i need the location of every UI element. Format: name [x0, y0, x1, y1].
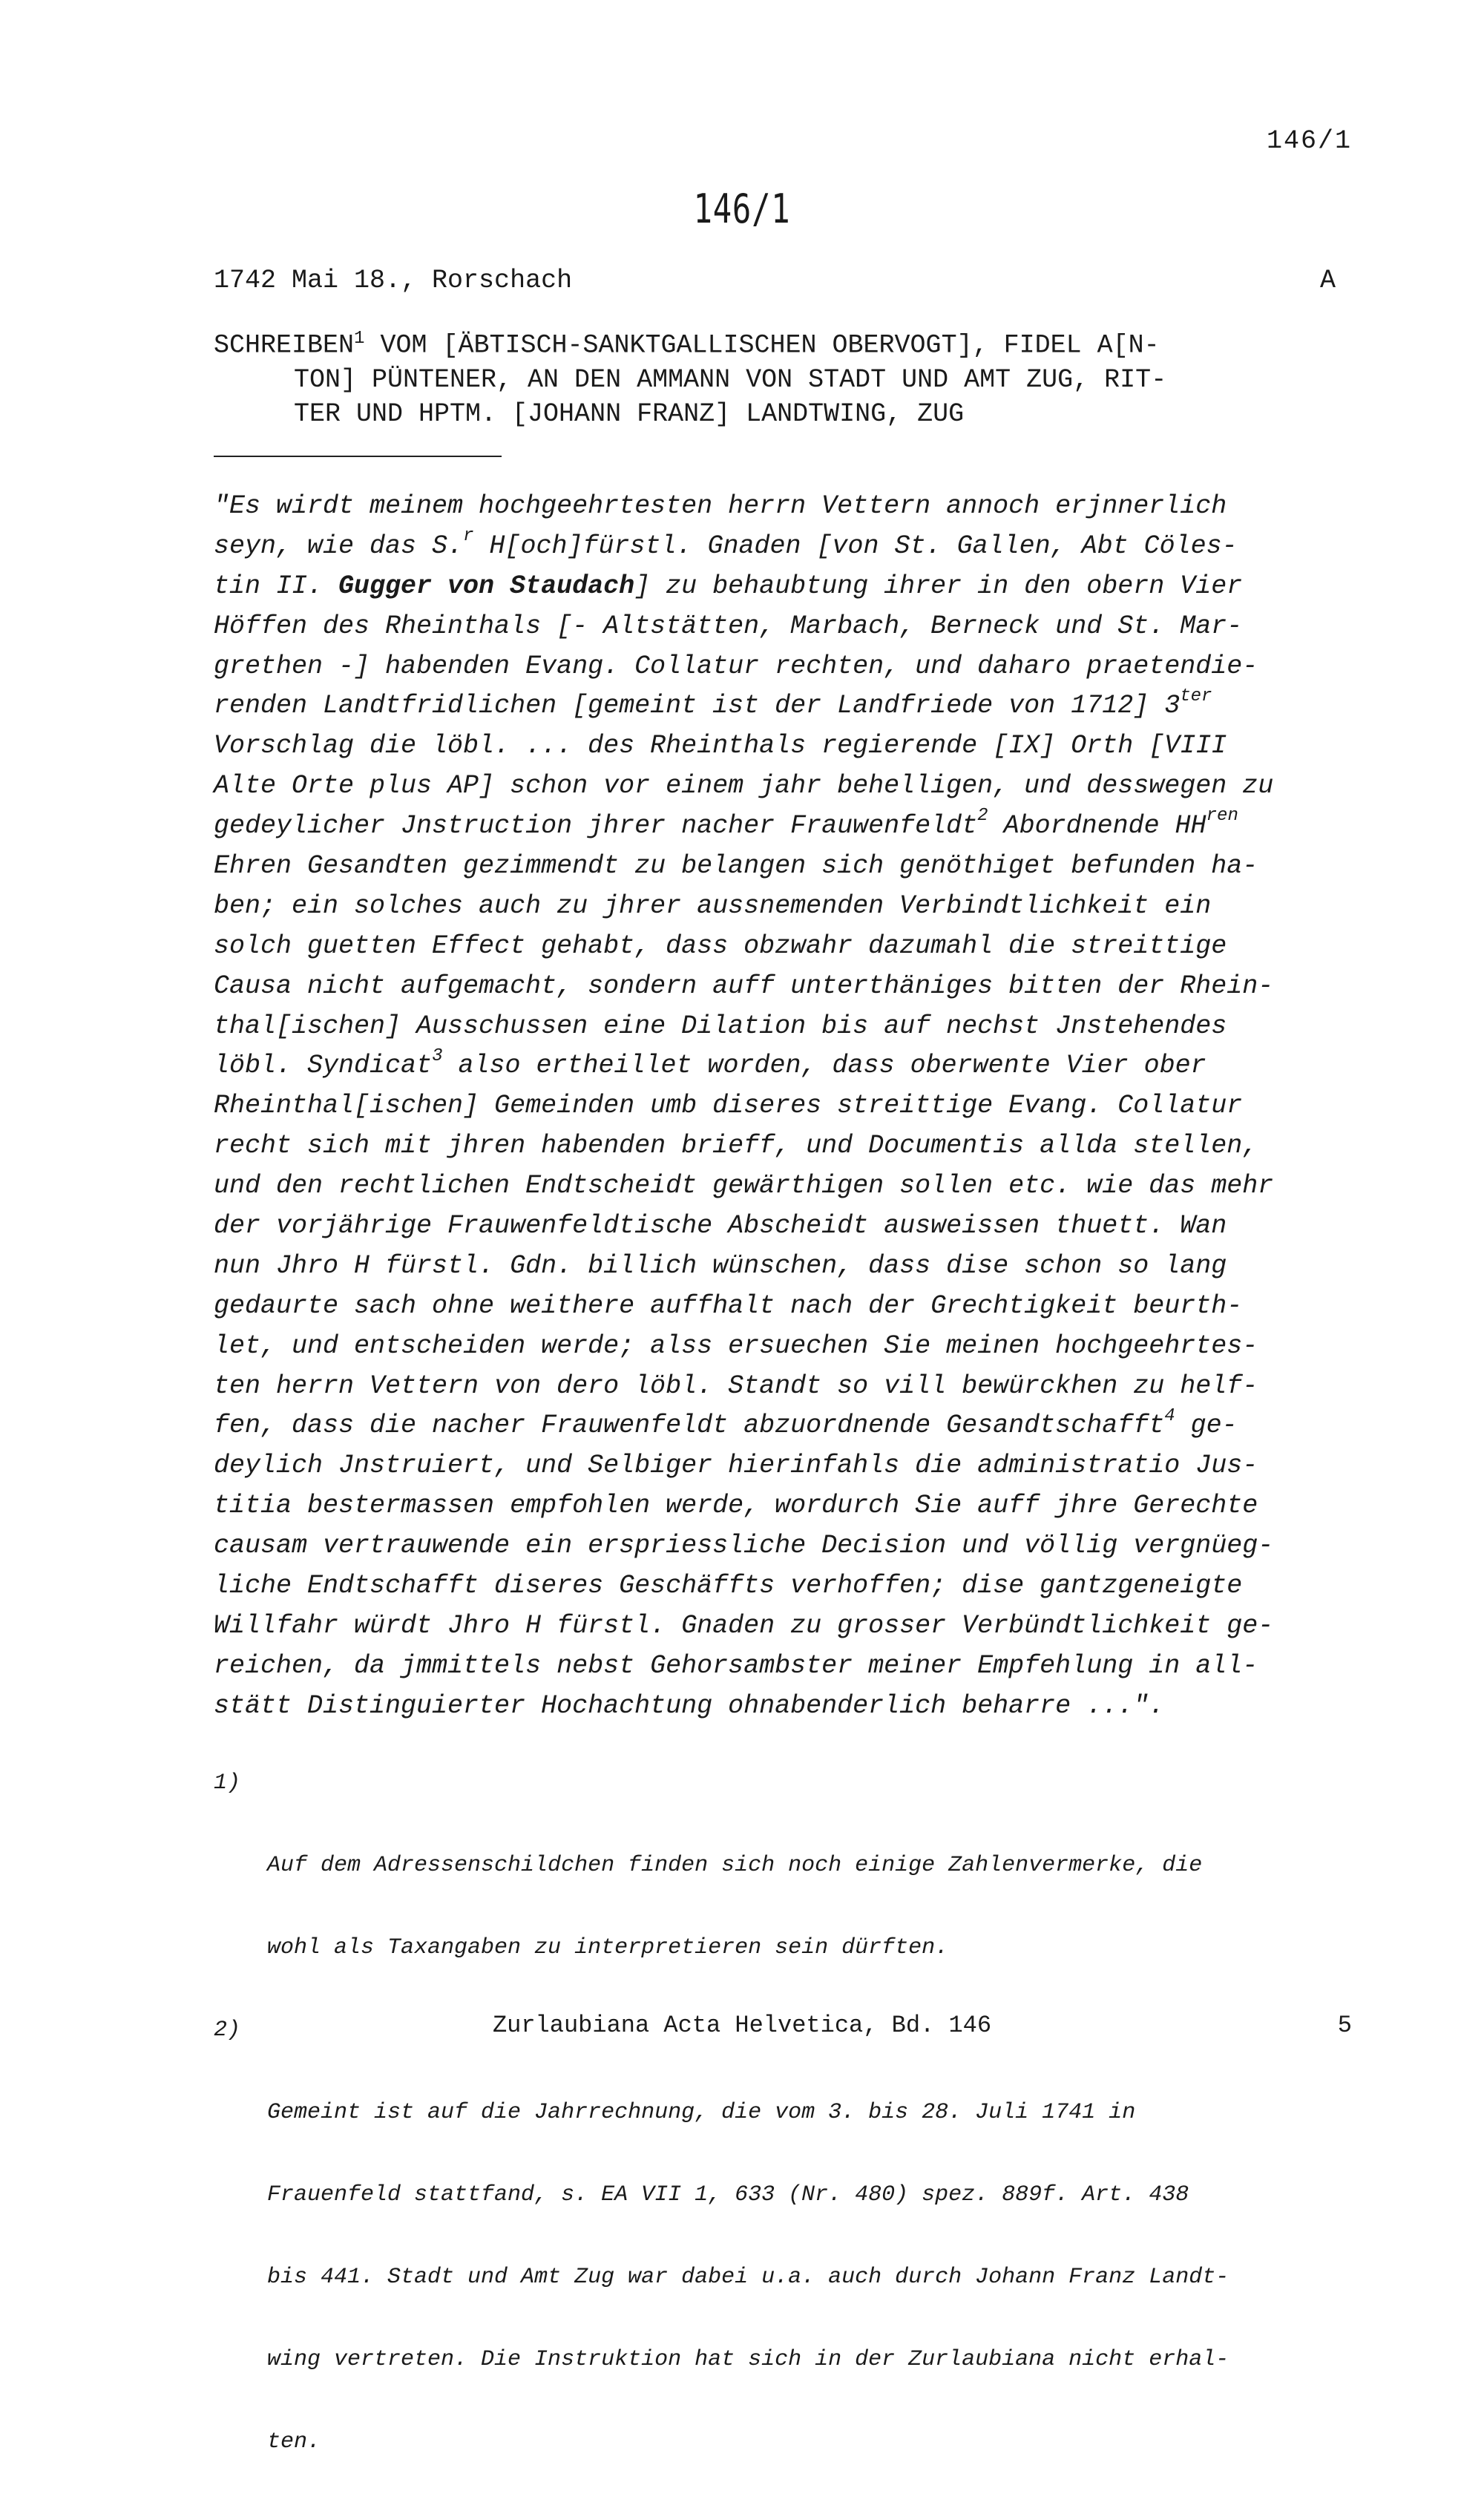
heading-text: TON] PÜNTENER, AN DEN AMMANN VON STADT UND AMT ZUG, RIT-: [294, 364, 1167, 395]
body-line: und den rechtlichen Endtscheidt gewärthigen sollen etc. wie das mehr: [214, 1171, 1274, 1201]
footnote-number: 1): [214, 1770, 241, 1796]
page-number: 5: [1337, 2012, 1352, 2039]
separator-rule: [214, 456, 502, 457]
body-line: Rheinthal[ischen] Gemeinden umb diseres streittige Evang. Collatur: [214, 1091, 1243, 1121]
body-line: Alte Orte plus AP] schon vor einem jahr behelligen, und desswegen zu: [214, 771, 1274, 801]
letter-body: [214, 487, 1349, 1727]
body-line: reichen, da jmmittels nebst Gehorsambster meiner Empfehlung in all-: [214, 1650, 1258, 1681]
body-line: nun Jhro H fürstl. Gdn. billich wünschen, dass dise schon so lang: [214, 1250, 1227, 1281]
footnote-ref: 4: [1164, 1405, 1175, 1426]
body-line: let, und entscheiden werde; alss ersuechen Sie meinen hochgeehrtes-: [214, 1330, 1258, 1361]
superscript: r: [463, 526, 474, 547]
body-line: gedaurte sach ohne weithere auffhalt nach der Grechtigkeit beurth-: [214, 1290, 1243, 1321]
body-line: stätt Distinguierter Hochachtung ohnabenderlich beharre ...".: [214, 1690, 1165, 1721]
footnote-line: Gemeint ist auf die Jahrrechnung, die vom 3. bis 28. Juli 1741 in: [267, 2100, 1136, 2125]
footnote-line: Frauenfeld stattfand, s. EA VII 1, 633 (Nr. 480) spez. 889f. Art. 438: [267, 2182, 1189, 2208]
footnote-ref: 1: [354, 329, 365, 349]
body-line: titia bestermassen empfohlen werde, wordurch Sie auff jhre Gerechte: [214, 1491, 1258, 1521]
body-line: causam vertrauwende ein erspriessliche Decision und völlig vergnüeg-: [214, 1531, 1274, 1561]
date-place: 1742 Mai 18., Rorschach: [214, 266, 573, 295]
body-line: Ehren Gesandten gezimmendt zu belangen sich genöthiget befunden ha-: [214, 851, 1258, 882]
body-line: deylich Jnstruiert, und Selbiger hierinfahls die administratio Jus-: [214, 1451, 1258, 1481]
footnote-line: Auf dem Adressenschildchen finden sich noch einige Zahlenvermerke, die: [267, 1853, 1203, 1878]
footnote-ref: 2: [977, 806, 988, 827]
footnote-2: [214, 2017, 1356, 2511]
footnote-ref: 3: [432, 1046, 443, 1066]
footnote-line: bis 441. Stadt und Amt Zug war dabei u.a. auch durch Johann Franz Landt-: [267, 2265, 1229, 2290]
footer-title: Zurlaubiana Acta Helvetica, Bd. 146: [492, 2012, 992, 2039]
body-line: seyn, wie das S.$^r$ H[och]fürstl. Gnaden [von St. Gallen, Abt Cöles-: [214, 526, 1238, 561]
body-line: recht sich mit jhren habenden brieff, und Documentis allda stellen,: [214, 1131, 1258, 1161]
heading-text: SCHREIBEN: [214, 330, 355, 361]
body-line: Höffen des Rheinthals [- Altstätten, Marbach, Berneck und St. Mar-: [214, 611, 1243, 641]
body-line: grethen -] habenden Evang. Collatur rechten, und daharo praetendie-: [214, 651, 1258, 681]
bold-name: Gugger von Staudach: [338, 571, 635, 601]
document-number: 146/1: [693, 186, 791, 232]
superscript: ter: [1180, 686, 1212, 706]
superscript: ren: [1206, 806, 1238, 827]
body-line: Causa nicht aufgemacht, sondern auff unterthäniges bitten der Rhein-: [214, 971, 1274, 1001]
body-line: renden Landtfridlichen [gemeint ist der Landfriede von 1712] $3^{ter}$: [214, 686, 1212, 721]
body-line: Willfahr würdt Jhro H fürstl. Gnaden zu grosser Verbündtlichkeit ge-: [214, 1610, 1274, 1641]
document-heading: [214, 322, 1327, 431]
body-line: fen, dass die nacher Frauwenfeldt abzuordnende Gesandtschafft$^4$ ge-: [214, 1405, 1238, 1441]
footnote-1: [214, 1770, 1356, 2017]
heading-text: VOM [ÄBTISCH-SANKTGALLISCHEN OBERVOGT], FIDEL A[N-: [364, 330, 1160, 361]
footnote-line: ten.: [267, 2429, 321, 2455]
body-line: der vorjährige Frauwenfeldtische Abscheidt ausweissen thuett. Wan: [214, 1211, 1227, 1241]
body-line: gedeylicher Jnstruction jhrer nacher Frauwenfeldt$^2$ Abordnende $HH^{ren}$: [214, 806, 1238, 841]
heading-text: TER UND HPTM. [JOHANN FRANZ] LANDTWING, ZUG: [294, 398, 965, 429]
body-line: thal[ischen] Ausschussen eine Dilation bis auf nechst Jnstehendes: [214, 1011, 1227, 1041]
footnotes: [214, 1770, 1356, 2511]
body-line: liche Endtschafft diseres Geschäffts verhoffen; dise gantzgeneigte: [214, 1571, 1243, 1601]
body-line: tin II. Gugger von Staudach] zu behaubtung ihrer in den obern Vier: [214, 571, 1243, 601]
footnote-line: wing vertreten. Die Instruktion hat sich in der Zurlaubiana nicht erhal-: [267, 2347, 1229, 2372]
document-letter: A: [1319, 266, 1336, 295]
body-line: "Es wirdt meinem hochgeehrtesten herrn Vettern annoch erjnnerlich: [214, 491, 1227, 521]
page-reference: 146/1: [1266, 126, 1352, 156]
body-line: löbl. Syndicat$^3$ also ertheillet worden, dass oberwente Vier ober: [214, 1046, 1206, 1081]
body-line: ben; ein solches auch zu jhrer aussnemenden Verbindtlichkeit ein: [214, 890, 1212, 921]
body-line: solch guetten Effect gehabt, dass obzwahr dazumahl die streittige: [214, 930, 1227, 961]
footnote-line: wohl als Taxangaben zu interpretieren sein dürften.: [267, 1935, 949, 1960]
footnote-number: 2): [214, 2018, 241, 2043]
body-line: ten herrn Vettern von dero löbl. Standt so vill bewürckhen zu helf-: [214, 1371, 1258, 1401]
body-line: Vorschlag die löbl. ... des Rheinthals regierende [IX] Orth [VIII: [214, 731, 1227, 761]
